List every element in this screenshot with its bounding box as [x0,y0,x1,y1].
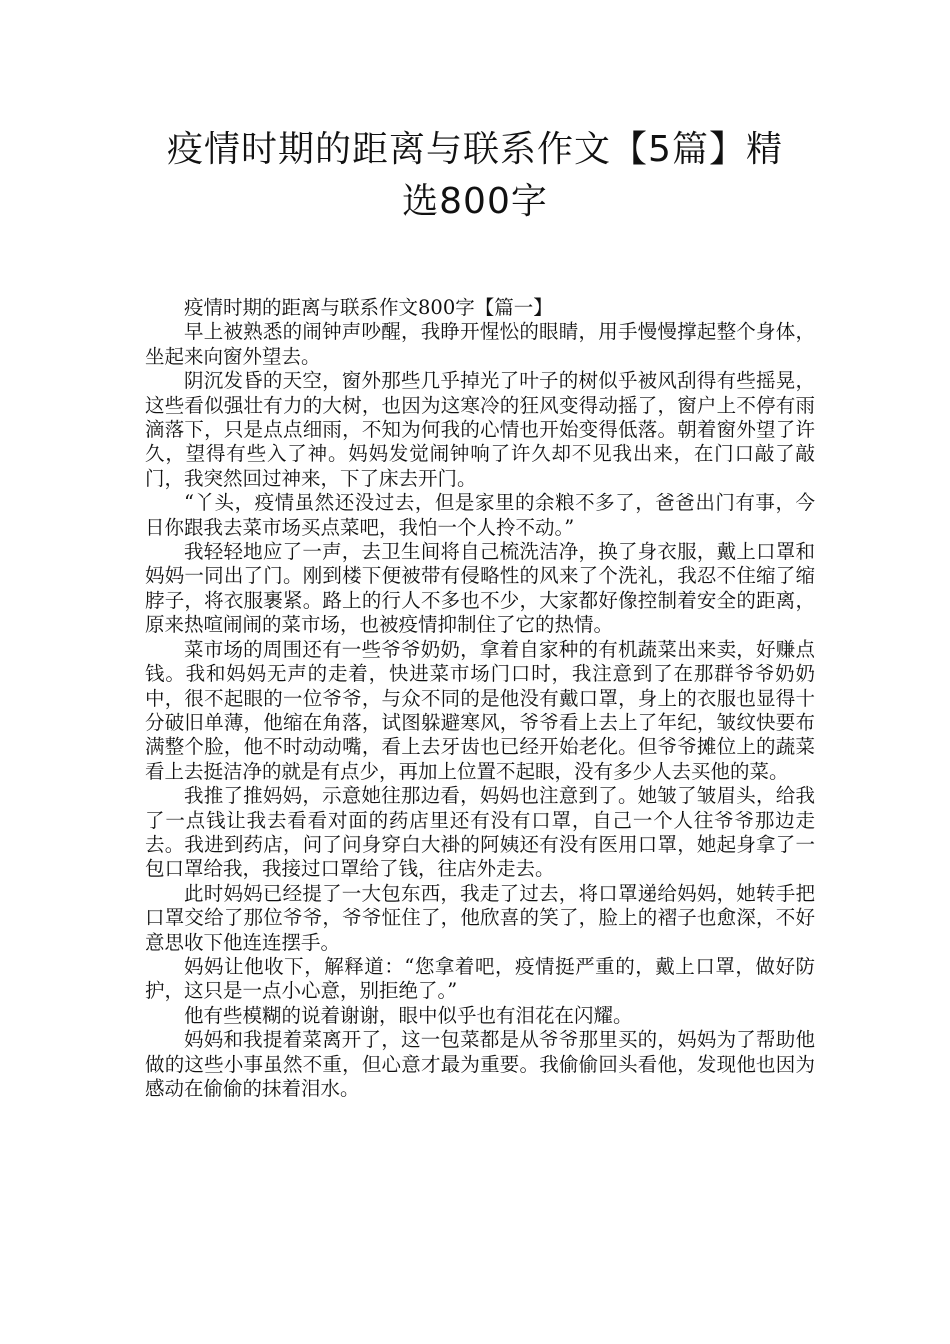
paragraph: 此时妈妈已经提了一大包东西，我走了过去，将口罩递给妈妈，她转手把口罩交给了那位爷爷，爷爷怔住了，他欣喜的笑了，脸上的褶子也愈深，不好意思收下他连连摆手。 [145,881,815,954]
paragraph: 早上被熟悉的闹钟声吵醒，我睁开惺忪的眼睛，用手慢慢撑起整个身体，坐起来向窗外望去。 [145,320,815,368]
document-body [145,296,815,1101]
paragraph: 我推了推妈妈，示意她往那边看，妈妈也注意到了。她皱了皱眉头，给我了一点钱让我去看看对面的药店里还有没有口罩，自己一个人往爷爷那边走去。我进到药店，问了问身穿白大褂的阿姨还有没有医用口罩，她起身拿了一包口罩给我，我接过口罩给了钱，往店外走去。 [145,784,815,881]
paragraph: 阴沉发昏的天空，窗外那些几乎掉光了叶子的树似乎被风刮得有些摇晃，这些看似强壮有力的大树，也因为这寒冷的狂风变得动摇了，窗户上不停有雨滴落下，只是点点细雨，不知为何我的心情也开始变得低落。朝着窗外望了许久，望得有些入了神。妈妈发觉闹钟响了许久却不见我出来，在门口敲了敲门，我突然回过神来，下了床去开门。 [145,369,815,490]
title-line-1: 疫情时期的距离与联系作文【5篇】精 [167,129,783,170]
document-title [120,124,830,228]
paragraph: 妈妈和我提着菜离开了，这一包菜都是从爷爷那里买的，妈妈为了帮助他做的这些小事虽然不重，但心意才最为重要。我偷偷回头看他，发现他也因为感动在偷偷的抹着泪水。 [145,1028,815,1100]
paragraph: 他有些模糊的说着谢谢，眼中似乎也有泪花在闪耀。 [184,1003,633,1027]
paragraph: “丫头，疫情虽然还没过去，但是家里的余粮不多了，爸爸出门有事，今日你跟我去菜市场买点菜吧，我怕一个人拎不动。” [145,491,815,539]
paragraph: 妈妈让他收下，解释道：“您拿着吧，疫情挺严重的，戴上口罩，做好防护，这只是一点小心意，别拒绝了。” [145,954,815,1003]
paragraph: 我轻轻地应了一声，去卫生间将自己梳洗洁净，换了身衣服，戴上口罩和妈妈一同出了门。刚到楼下便被带有侵略性的风来了个洗礼，我忍不住缩了缩脖子，将衣服裹紧。路上的行人不多也不少，大家都好像控制着安全的距离，原来热喧闹闹的菜市场，也被疫情抑制住了它的热情。 [145,540,815,637]
section-heading: 疫情时期的距离与联系作文800字【篇一】 [184,296,553,319]
title-line-2: 选800字 [402,181,548,222]
paragraph: 菜市场的周围还有一些爷爷奶奶，拿着自家种的有机蔬菜出来卖，好赚点钱。我和妈妈无声的走着，快进菜市场门口时，我注意到了在那群爷爷奶奶中，很不起眼的一位爷爷，与众不同的是他没有戴口罩，身上的衣服也显得十分破旧单薄，他缩在角落，试图躲避寒风，爷爷看上去上了年纪，皱纹快要布满整个脸，他不时动动嘴，看上去牙齿也已经开始老化。但爷爷摊位上的蔬菜看上去挺洁净的就是有点少，再加上位置不起眼，没有多少人去买他的菜。 [145,637,815,783]
